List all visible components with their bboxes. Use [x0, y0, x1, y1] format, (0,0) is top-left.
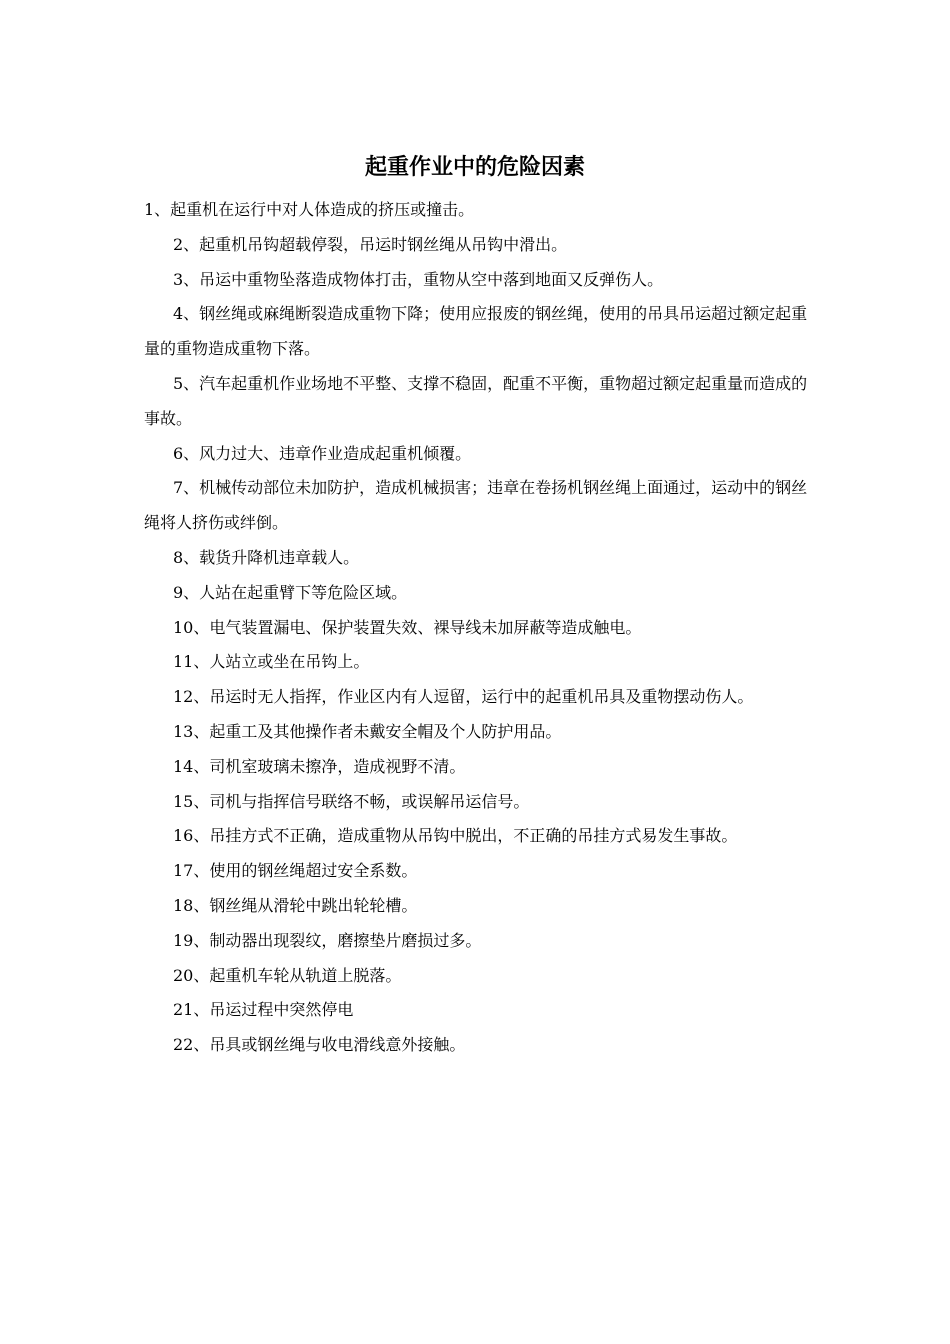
list-item: 2、起重机吊钩超载停裂，吊运时钢丝绳从吊钩中滑出。	[173, 234, 568, 254]
document-title: 起重作业中的危险因素	[364, 155, 585, 180]
list-item: 11、人站立或坐在吊钩上。	[173, 652, 370, 672]
list-item: 21、吊运过程中突然停电	[173, 1000, 354, 1020]
list-item: 17、使用的钢丝绳超过安全系数。	[173, 861, 418, 881]
list-item: 19、制动器出现裂纹，磨擦垫片磨损过多。	[173, 930, 482, 950]
list-item: 14、司机室玻璃未擦净，造成视野不清。	[173, 756, 466, 776]
list-item: 18、钢丝绳从滑轮中跳出轮轮槽。	[173, 895, 418, 915]
list-item: 4、钢丝绳或麻绳断裂造成重物下降；使用应报废的钢丝绳，使用的吊具吊运超过额定起重量的重物造成重物下落。	[144, 304, 808, 359]
list-item: 7、机械传动部位未加防护，造成机械损害；违章在卷扬机钢丝绳上面通过，运动中的钢丝绳将人挤伤或绊倒。	[144, 478, 808, 533]
list-item: 12、吊运时无人指挥，作业区内有人逗留，运行中的起重机吊具及重物摆动伤人。	[173, 687, 754, 707]
list-item: 1、起重机在运行中对人体造成的挤压或撞击。	[144, 200, 475, 219]
list-item: 15、司机与指挥信号联络不畅，或误解吊运信号。	[173, 791, 530, 811]
list-item: 20、起重机车轮从轨道上脱落。	[173, 965, 402, 985]
list-item: 22、吊具或钢丝绳与收电滑线意外接触。	[173, 1035, 466, 1055]
hazard-list	[144, 193, 816, 1063]
list-item: 5、汽车起重机作业场地不平整、支撑不稳固，配重不平衡，重物超过额定起重量而造成的事故。	[144, 373, 808, 428]
list-item: 13、起重工及其他操作者未戴安全帽及个人防护用品。	[173, 721, 562, 741]
list-item: 16、吊挂方式不正确，造成重物从吊钩中脱出，不正确的吊挂方式易发生事故。	[173, 826, 738, 846]
list-item: 3、吊运中重物坠落造成物体打击，重物从空中落到地面又反弹伤人。	[173, 269, 664, 289]
list-item: 8、载货升降机违章载人。	[173, 547, 360, 567]
list-item: 9、人站在起重臂下等危险区域。	[173, 582, 408, 602]
list-item: 10、电气装置漏电、保护装置失效、裸导线未加屏蔽等造成触电。	[173, 617, 642, 637]
list-item: 6、风力过大、违章作业造成起重机倾覆。	[173, 443, 472, 463]
